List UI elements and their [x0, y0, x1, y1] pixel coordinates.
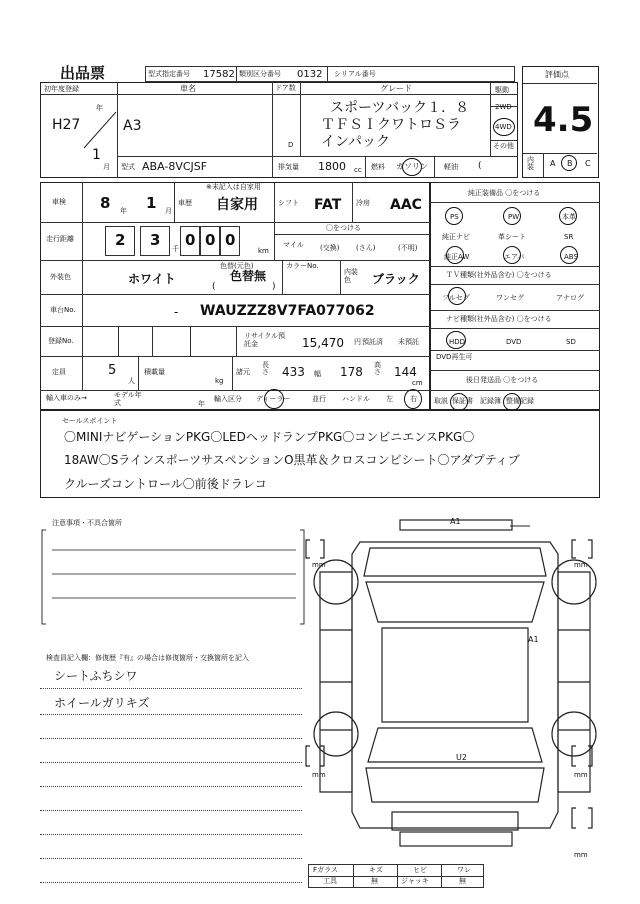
mileage-digit-1: 2 — [115, 231, 126, 249]
mileage-digit-3: 0 — [185, 231, 196, 249]
later-record-circle — [503, 393, 521, 411]
sales-point-line3: クルーズコントロール〇前後ドラレコ — [64, 477, 267, 491]
model-code: ABA-8VCJSF — [142, 160, 208, 173]
grade-line3: インパック — [321, 134, 391, 150]
handle-right-circle — [404, 389, 422, 409]
page-title: 出品票 — [60, 64, 106, 82]
serial-number-cell: シリアル番号 — [327, 66, 515, 82]
drive-4wd-circle — [493, 118, 515, 136]
exterior-color: ホワイト — [128, 272, 176, 286]
capacity: 5 — [108, 363, 117, 378]
ac-type: AAC — [390, 197, 422, 213]
equip-leather-circle — [559, 207, 577, 225]
inspector-note-1: シートふちシワ — [54, 669, 138, 683]
fuel-type: ガソリン — [396, 162, 428, 171]
mileage-digit-2: 3 — [150, 231, 161, 249]
damage-a1-side: A1 — [528, 635, 539, 644]
legend-table: Fガラス キズ ヒビ ワレ 工具 無 ジャッキ 無 — [308, 864, 484, 888]
width: 178 — [340, 365, 363, 379]
grade-line2: ＴＦＳＩクワトロＳラ — [321, 117, 461, 133]
interior-color: ブラック — [372, 272, 420, 286]
height: 144 — [394, 365, 417, 379]
inspector-note-2: ホイールガリキズ — [54, 696, 150, 710]
navi-hdd-circle — [446, 331, 466, 349]
equip-aw-circle — [446, 246, 464, 264]
recycle-fee: 15,470 — [302, 336, 344, 350]
type-number-cell: 型式指定番号 17582 — [145, 66, 237, 82]
mileage-digit-4: 0 — [205, 231, 216, 249]
inspection-table — [40, 182, 430, 410]
inspection-month: 1 — [146, 194, 157, 212]
damage-a1-top: A1 — [450, 517, 461, 526]
car-diagram — [300, 512, 610, 862]
sales-point-line1: 〇MINIナビゲーションPKG〇LEDヘッドランプPKG〇コンビニエンスPKG〇 — [64, 430, 475, 444]
equip-pw-circle — [503, 207, 521, 225]
vin-number: WAUZZZ8V7FA077062 — [200, 303, 375, 319]
interior-grade-circle — [561, 155, 577, 171]
usage-type: 自家用 — [216, 197, 258, 213]
notes-bracket — [40, 528, 306, 628]
equip-ps-circle — [445, 207, 463, 225]
car-name: A3 — [123, 118, 142, 134]
score-box: 評価点 4.5 内装 A B C — [522, 66, 599, 178]
color-change: 色替無 — [230, 269, 267, 283]
class-number-cell: 類別区分番号 0132 — [236, 66, 328, 82]
fuel-gasoline-circle — [402, 158, 422, 176]
score-value: 4.5 — [533, 100, 594, 140]
first-reg-month: 1 — [92, 147, 101, 163]
equip-abs-circle — [560, 246, 578, 264]
sales-point-line2: 18AW〇SラインスポーツサスペンションO黒革＆クロスコンビシート〇アダプティブ — [64, 453, 520, 467]
inspection-year: 8 — [100, 194, 111, 212]
mileage-digit-5: 0 — [225, 231, 236, 249]
slash-divider — [80, 110, 120, 150]
later-manual-circle — [450, 393, 468, 411]
tv-fullseg-circle — [448, 287, 466, 305]
displacement: 1800 — [318, 160, 346, 173]
type-number: 17582 — [203, 69, 235, 80]
equip-airbag-circle — [503, 246, 521, 264]
length: 433 — [282, 365, 305, 379]
grade-line1: スポーツバック１．８ — [330, 100, 470, 116]
damage-u2: U2 — [456, 753, 467, 762]
shift-type: FAT — [314, 197, 342, 213]
class-number: 0132 — [297, 69, 323, 80]
first-reg-year: H27 — [52, 117, 81, 133]
dealer-circle — [264, 389, 284, 409]
